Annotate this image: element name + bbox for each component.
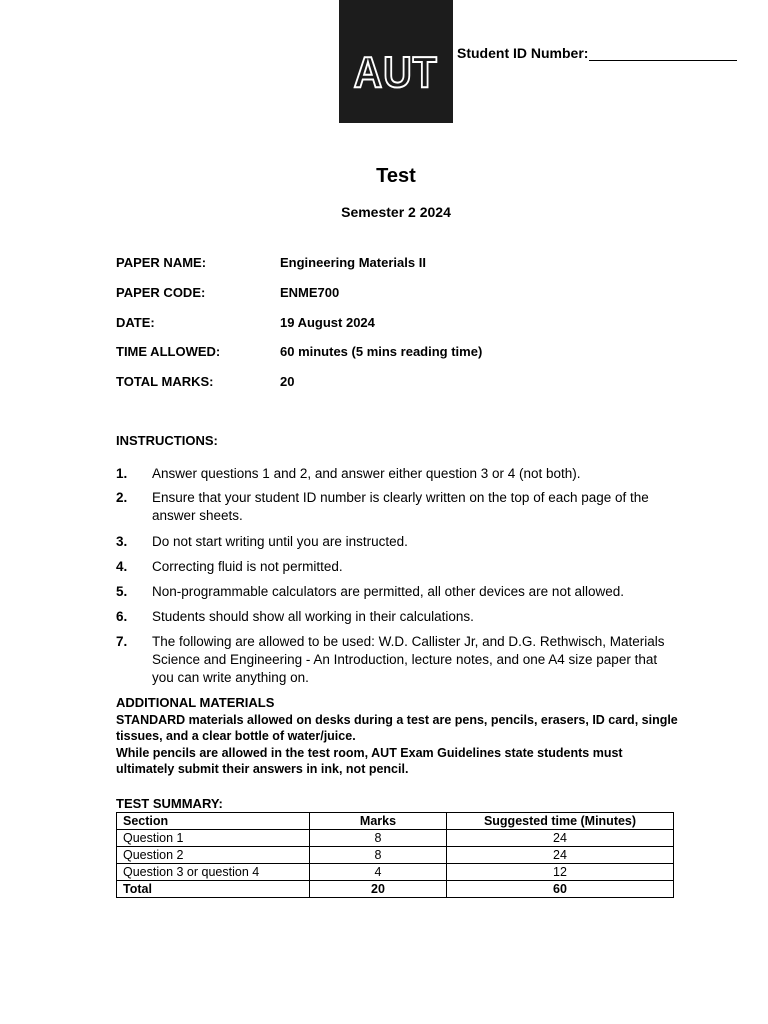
test-summary-heading: TEST SUMMARY:	[116, 796, 223, 811]
instruction-number: 6.	[116, 609, 128, 624]
table-total-row	[117, 881, 674, 898]
additional-materials-heading: ADDITIONAL MATERIALS	[116, 695, 275, 710]
info-row-date	[116, 315, 375, 330]
table-row	[117, 864, 674, 881]
test-summary-table	[116, 812, 674, 898]
instruction-number: 2.	[116, 490, 128, 505]
cell-total-label: Total	[117, 881, 310, 898]
page-title: Test	[376, 165, 416, 187]
instruction-text: The following are allowed to be used: W.D. Callister Jr, and D.G. Rethwisch, Materials Science and Engineering - An Introduction, lecture notes, and one A4 size paper that you can write anything on.	[152, 634, 665, 685]
instruction-text: Non-programmable calculators are permitted, all other devices are not allowed.	[152, 584, 624, 599]
cell-total-time: 60	[447, 881, 674, 898]
table-header-row	[117, 813, 674, 830]
column-header-suggested-time: Suggested time (Minutes)	[447, 813, 674, 830]
cell-time: 24	[447, 830, 674, 847]
cell-section: Question 1	[117, 830, 310, 847]
cell-section: Question 2	[117, 847, 310, 864]
info-value: 20	[280, 374, 295, 389]
cell-time: 12	[447, 864, 674, 881]
additional-materials-paragraph-1: STANDARD materials allowed on desks during a test are pens, pencils, erasers, ID card, single tissues, and a clear bottle of water/juice.	[116, 712, 678, 743]
cell-marks: 4	[310, 864, 447, 881]
info-row-time-allowed	[116, 344, 482, 359]
instructions-heading: INSTRUCTIONS:	[116, 433, 218, 448]
cell-marks: 8	[310, 830, 447, 847]
instruction-item	[116, 633, 676, 687]
instruction-text: Students should show all working in their calculations.	[152, 609, 474, 624]
student-id-blank-line	[589, 44, 737, 61]
info-label: TOTAL MARKS:	[116, 374, 214, 389]
instruction-item	[116, 489, 676, 525]
instruction-text: Do not start writing until you are instructed.	[152, 534, 408, 549]
info-label: DATE:	[116, 315, 155, 330]
info-row-paper-code	[116, 285, 339, 300]
info-value: 19 August 2024	[280, 315, 375, 330]
instruction-item	[116, 533, 676, 551]
table-row	[117, 847, 674, 864]
instruction-number: 5.	[116, 584, 128, 599]
column-header-marks: Marks	[310, 813, 447, 830]
student-id-label: Student ID Number:	[457, 45, 589, 61]
info-row-total-marks	[116, 374, 294, 389]
instruction-text: Ensure that your student ID number is clearly written on the top of each page of the answer sheets.	[152, 490, 649, 523]
additional-materials-paragraph-2: While pencils are allowed in the test room, AUT Exam Guidelines state students must ultimately submit their answers in ink, not pencil.	[116, 745, 623, 776]
instruction-item	[116, 558, 676, 576]
info-label: PAPER CODE:	[116, 285, 206, 300]
info-label: TIME ALLOWED:	[116, 344, 221, 359]
aut-logo	[339, 0, 453, 123]
info-value: ENME700	[280, 285, 340, 300]
instruction-text: Answer questions 1 and 2, and answer either question 3 or 4 (not both).	[152, 466, 581, 481]
instruction-text: Correcting fluid is not permitted.	[152, 559, 343, 574]
cell-marks: 8	[310, 847, 447, 864]
table-row	[117, 830, 674, 847]
instruction-number: 1.	[116, 466, 128, 481]
instruction-item	[116, 608, 676, 626]
instruction-number: 7.	[116, 634, 128, 649]
cell-time: 24	[447, 847, 674, 864]
instruction-item	[116, 583, 676, 601]
info-row-paper-name	[116, 255, 426, 270]
info-label: PAPER NAME:	[116, 255, 207, 270]
info-value: Engineering Materials II	[280, 255, 426, 270]
cell-total-marks: 20	[310, 881, 447, 898]
additional-materials	[116, 695, 680, 778]
instruction-number: 4.	[116, 559, 128, 574]
logo-text: AUT	[353, 47, 439, 97]
instruction-number: 3.	[116, 534, 128, 549]
student-id-field	[457, 44, 737, 61]
column-header-section: Section	[117, 813, 310, 830]
semester-label: Semester 2 2024	[341, 204, 451, 220]
info-value: 60 minutes (5 mins reading time)	[280, 344, 483, 359]
cell-section: Question 3 or question 4	[117, 864, 310, 881]
instruction-item	[116, 465, 676, 483]
